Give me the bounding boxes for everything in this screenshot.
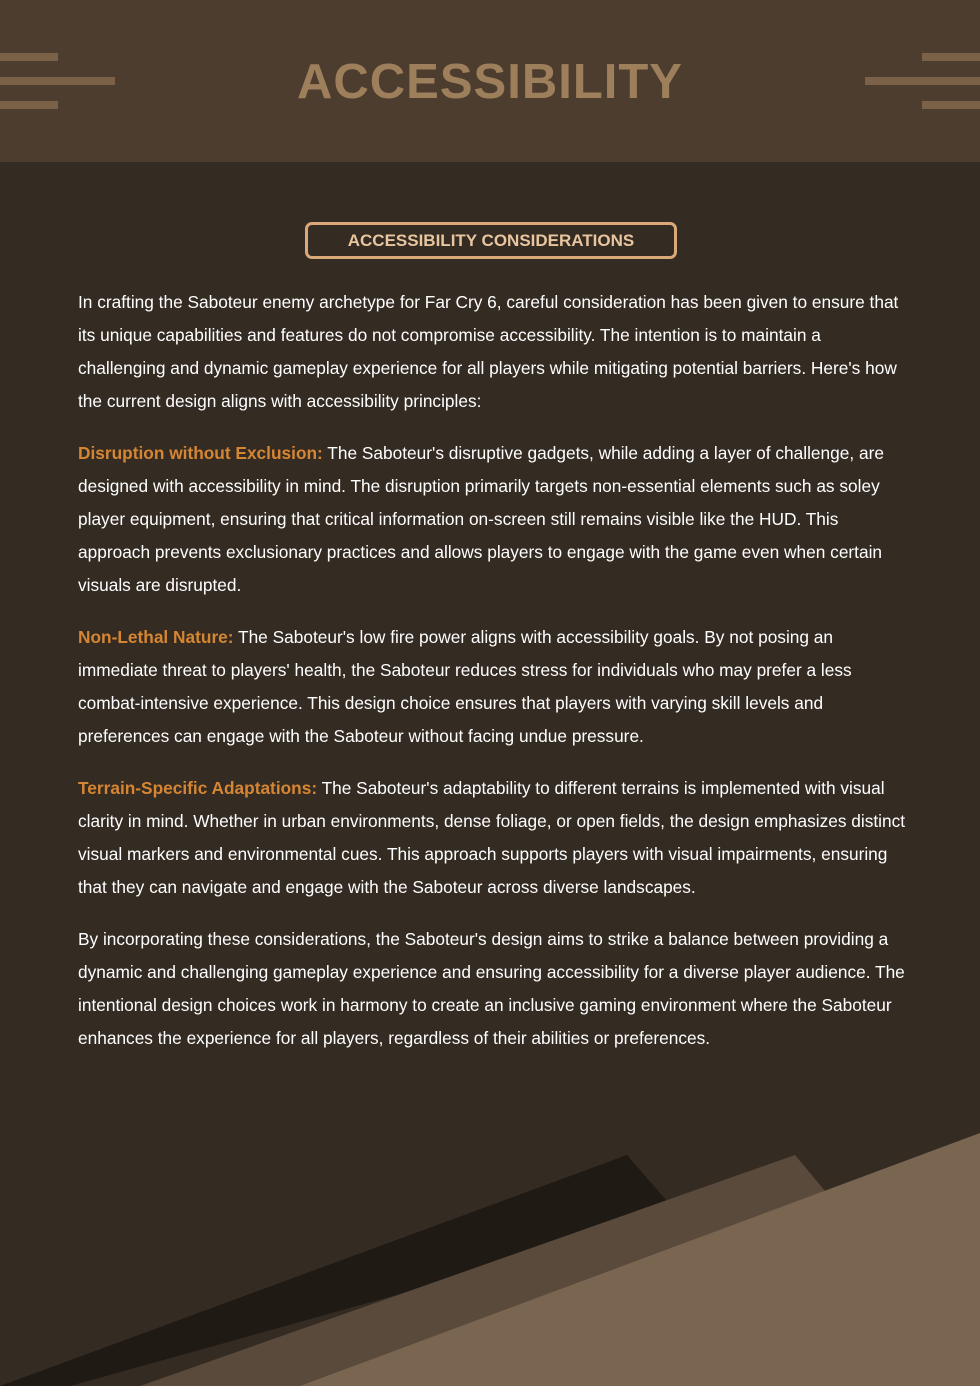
point-body: The Saboteur's low fire power aligns with accessibility goals. By not posing an immediate threat to players' health, the Saboteur reduces stress for individuals who may prefer a less combat-intensive experience. This design choice ensures that players with varying skill levels and preferences can engage with the Saboteur without facing undue pressure. [78, 627, 852, 746]
page-title: ACCESSIBILITY [297, 55, 683, 109]
conclusion-paragraph: By incorporating these considerations, the Saboteur's design aims to strike a balance between providing a dynamic and challenging gameplay experience and ensuring accessibility for a diverse player audience. The intentional design choices work in harmony to create an inclusive gaming environment where the Saboteur enhances the experience for all players, regardless of their abilities or preferences. [78, 929, 905, 1048]
point-body: The Saboteur's disruptive gadgets, while adding a layer of challenge, are designed with accessibility in mind. The disruption primarily targets non-essential elements such as soley player equipment, ensuring that critical information on-screen still remains visible like the HUD. This approach prevents exclusionary practices and allows players to engage with the game even when certain visuals are disrupted. [78, 443, 884, 595]
point-heading: Disruption without Exclusion: [78, 443, 323, 463]
point-body: The Saboteur's adaptability to different terrains is implemented with visual clarity in mind. Whether in urban environments, dense foliage, or open fields, the design emphasizes distinct visual markers and environmental cues. This approach supports players with visual impairments, ensuring that they can navigate and engage with the Saboteur across diverse landscapes. [78, 778, 906, 897]
point-heading: Terrain-Specific Adaptations: [78, 778, 318, 798]
intro-paragraph: In crafting the Saboteur enemy archetype for Far Cry 6, careful consideration has been given to ensure that its unique capabilities and features do not compromise accessibility. The intention is to maintain a challenging and dynamic gameplay experience for all players while mitigating potential barriers. Here's how the current design aligns with accessibility principles: [78, 292, 899, 411]
section-badge: ACCESSIBILITY CONSIDERATIONS [305, 222, 677, 259]
point-heading: Non-Lethal Nature: [78, 627, 234, 647]
